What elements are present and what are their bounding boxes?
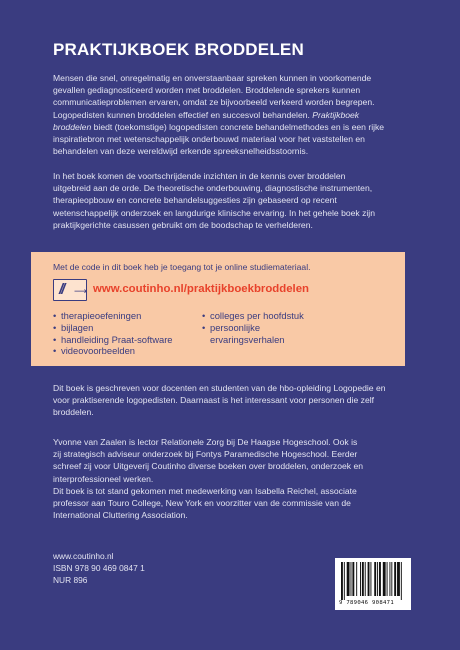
feature-list-left bbox=[53, 310, 173, 357]
barcode-bar bbox=[401, 562, 402, 600]
feature-item: • therapieoefeningen bbox=[53, 310, 142, 321]
text-line: Yvonne van Zaalen is lector Relationele Zorg bij De Haagse Hogeschool. Ook is bbox=[53, 437, 358, 447]
barcode-bar bbox=[352, 562, 354, 596]
text-line: In het boek komen de voortschrijdende inzichten in de kennis over broddelen bbox=[53, 171, 346, 181]
barcode-number: 9 789046 908471 bbox=[339, 600, 395, 606]
online-material-box bbox=[31, 252, 405, 366]
publisher-footer bbox=[53, 550, 145, 587]
text-line: praktijkgerichte casussen gebruikt om de boodschap te verhelderen. bbox=[53, 219, 313, 230]
barcode-bar bbox=[351, 562, 352, 596]
barcode-bar bbox=[389, 562, 390, 596]
text-line: Dit boek is geschreven voor docenten en studenten van de hbo-opleiding Logopedie en bbox=[53, 383, 386, 393]
nur-code: NUR 896 bbox=[53, 575, 88, 586]
publisher-website: www.coutinho.nl bbox=[53, 551, 114, 561]
barcode-bar bbox=[356, 562, 357, 596]
development-paragraph bbox=[53, 170, 413, 231]
barcode-bar bbox=[394, 562, 396, 596]
text-segment: biedt (toekomstige) logopedisten concrete behandelmethodes en is een rijke bbox=[93, 121, 385, 132]
text-line: Dit boek is tot stand gekomen met medewerking van Isabella Reichel, associate bbox=[53, 485, 357, 496]
feature-item: • persoonlijke ervaringsverhalen bbox=[202, 321, 285, 345]
intro-paragraph bbox=[53, 72, 413, 157]
barcode-bar bbox=[397, 562, 400, 596]
text-line: broddelen. bbox=[53, 407, 94, 418]
text-line: voor praktiserende logopedisten. Daarnaast is het interessant voor personen die zelf bbox=[53, 395, 375, 406]
online-url-link[interactable]: www.coutinho.nl/praktijkboekbroddelen bbox=[93, 283, 310, 295]
online-url-row[interactable] bbox=[53, 279, 393, 301]
barcode-bar bbox=[379, 562, 381, 596]
text-line: professor aan Touro College, New York en voorzitter van de commissie van de bbox=[53, 498, 351, 509]
audience-paragraph bbox=[53, 382, 413, 419]
feature-item: • handleiding Praat-software bbox=[53, 333, 173, 345]
text-line: Mensen die snel, onregelmatig en onverstaanbaar spreken kunnen in voorkomende bbox=[53, 73, 372, 83]
text-line: therapieopbouw en concrete behandelsuggesties zijn gebaseerd op recent bbox=[53, 195, 337, 206]
barcode-bar bbox=[370, 562, 371, 596]
author-paragraph bbox=[53, 436, 413, 521]
online-material-intro: Met de code in dit boek heb je toegang tot je online studiemateriaal. bbox=[53, 262, 311, 272]
text-line bbox=[53, 109, 413, 121]
text-line bbox=[53, 121, 413, 133]
barcode-bar bbox=[387, 562, 388, 596]
feature-item: • colleges per hoofdstuk bbox=[202, 310, 304, 321]
text-line: communicatieproblemen ervaren, omdat ze bijvoorbeeld verkeerd worden begrepen. bbox=[53, 97, 375, 108]
barcode bbox=[335, 558, 411, 610]
feature-item: • bijlagen bbox=[53, 321, 94, 333]
text-line: behandelen van deze wereldwijd erkende spreeksnelheidsstoornis. bbox=[53, 146, 309, 157]
barcode-bar bbox=[391, 562, 392, 596]
text-line: interprofessioneel werken. bbox=[53, 473, 154, 484]
barcode-bar bbox=[347, 562, 350, 596]
text-line: zij strategisch adviseur onderzoek bij Fontys Paramedische Hogeschool. Eerder bbox=[53, 449, 358, 460]
barcode-bar bbox=[374, 562, 376, 596]
barcode-graphic bbox=[341, 562, 405, 600]
text-line: uitgebreid aan de orde. De theoretische onderbouwing, diagnostische instrumenten, bbox=[53, 183, 373, 194]
book-title: PRAKTIJKBOEK BRODDELEN bbox=[53, 40, 304, 59]
barcode-bar bbox=[365, 562, 366, 596]
text-line: inspiratiebron met wetenschappelijk onderbouwd materiaal voor het vaststellen en bbox=[53, 134, 365, 145]
text-line: gevallen gediagnosticeerd worden met broddelen. Broddelende sprekers kunnen bbox=[53, 85, 361, 96]
text-segment: Logopedisten kunnen broddelen effectief en succesvol behandelen. bbox=[53, 109, 310, 120]
barcode-bar bbox=[360, 562, 361, 596]
barcode-bar bbox=[377, 562, 378, 596]
barcode-bar bbox=[362, 562, 364, 596]
feature-item: • videovoorbeelden bbox=[53, 345, 136, 357]
italic-book-name: Praktijkboek bbox=[312, 109, 360, 120]
barcode-bar bbox=[341, 562, 343, 600]
feature-list-right bbox=[202, 310, 304, 345]
text-line: schreef zij voor Uitgeverij Coutinho diverse boeken over broddelen, onderzoek en bbox=[53, 461, 364, 472]
isbn-number: ISBN 978 90 469 0847 1 bbox=[53, 563, 145, 574]
barcode-bar bbox=[344, 562, 345, 600]
text-line: International Cluttering Association. bbox=[53, 510, 188, 521]
coutinho-online-icon: // ⟶ bbox=[53, 279, 87, 301]
italic-book-name: broddelen bbox=[53, 121, 92, 132]
barcode-bar bbox=[383, 562, 386, 596]
barcode-bar bbox=[368, 562, 370, 596]
text-line: wetenschappelijk onderzoek en langdurige klinische ervaring. In het gehele boek zijn bbox=[53, 207, 375, 218]
